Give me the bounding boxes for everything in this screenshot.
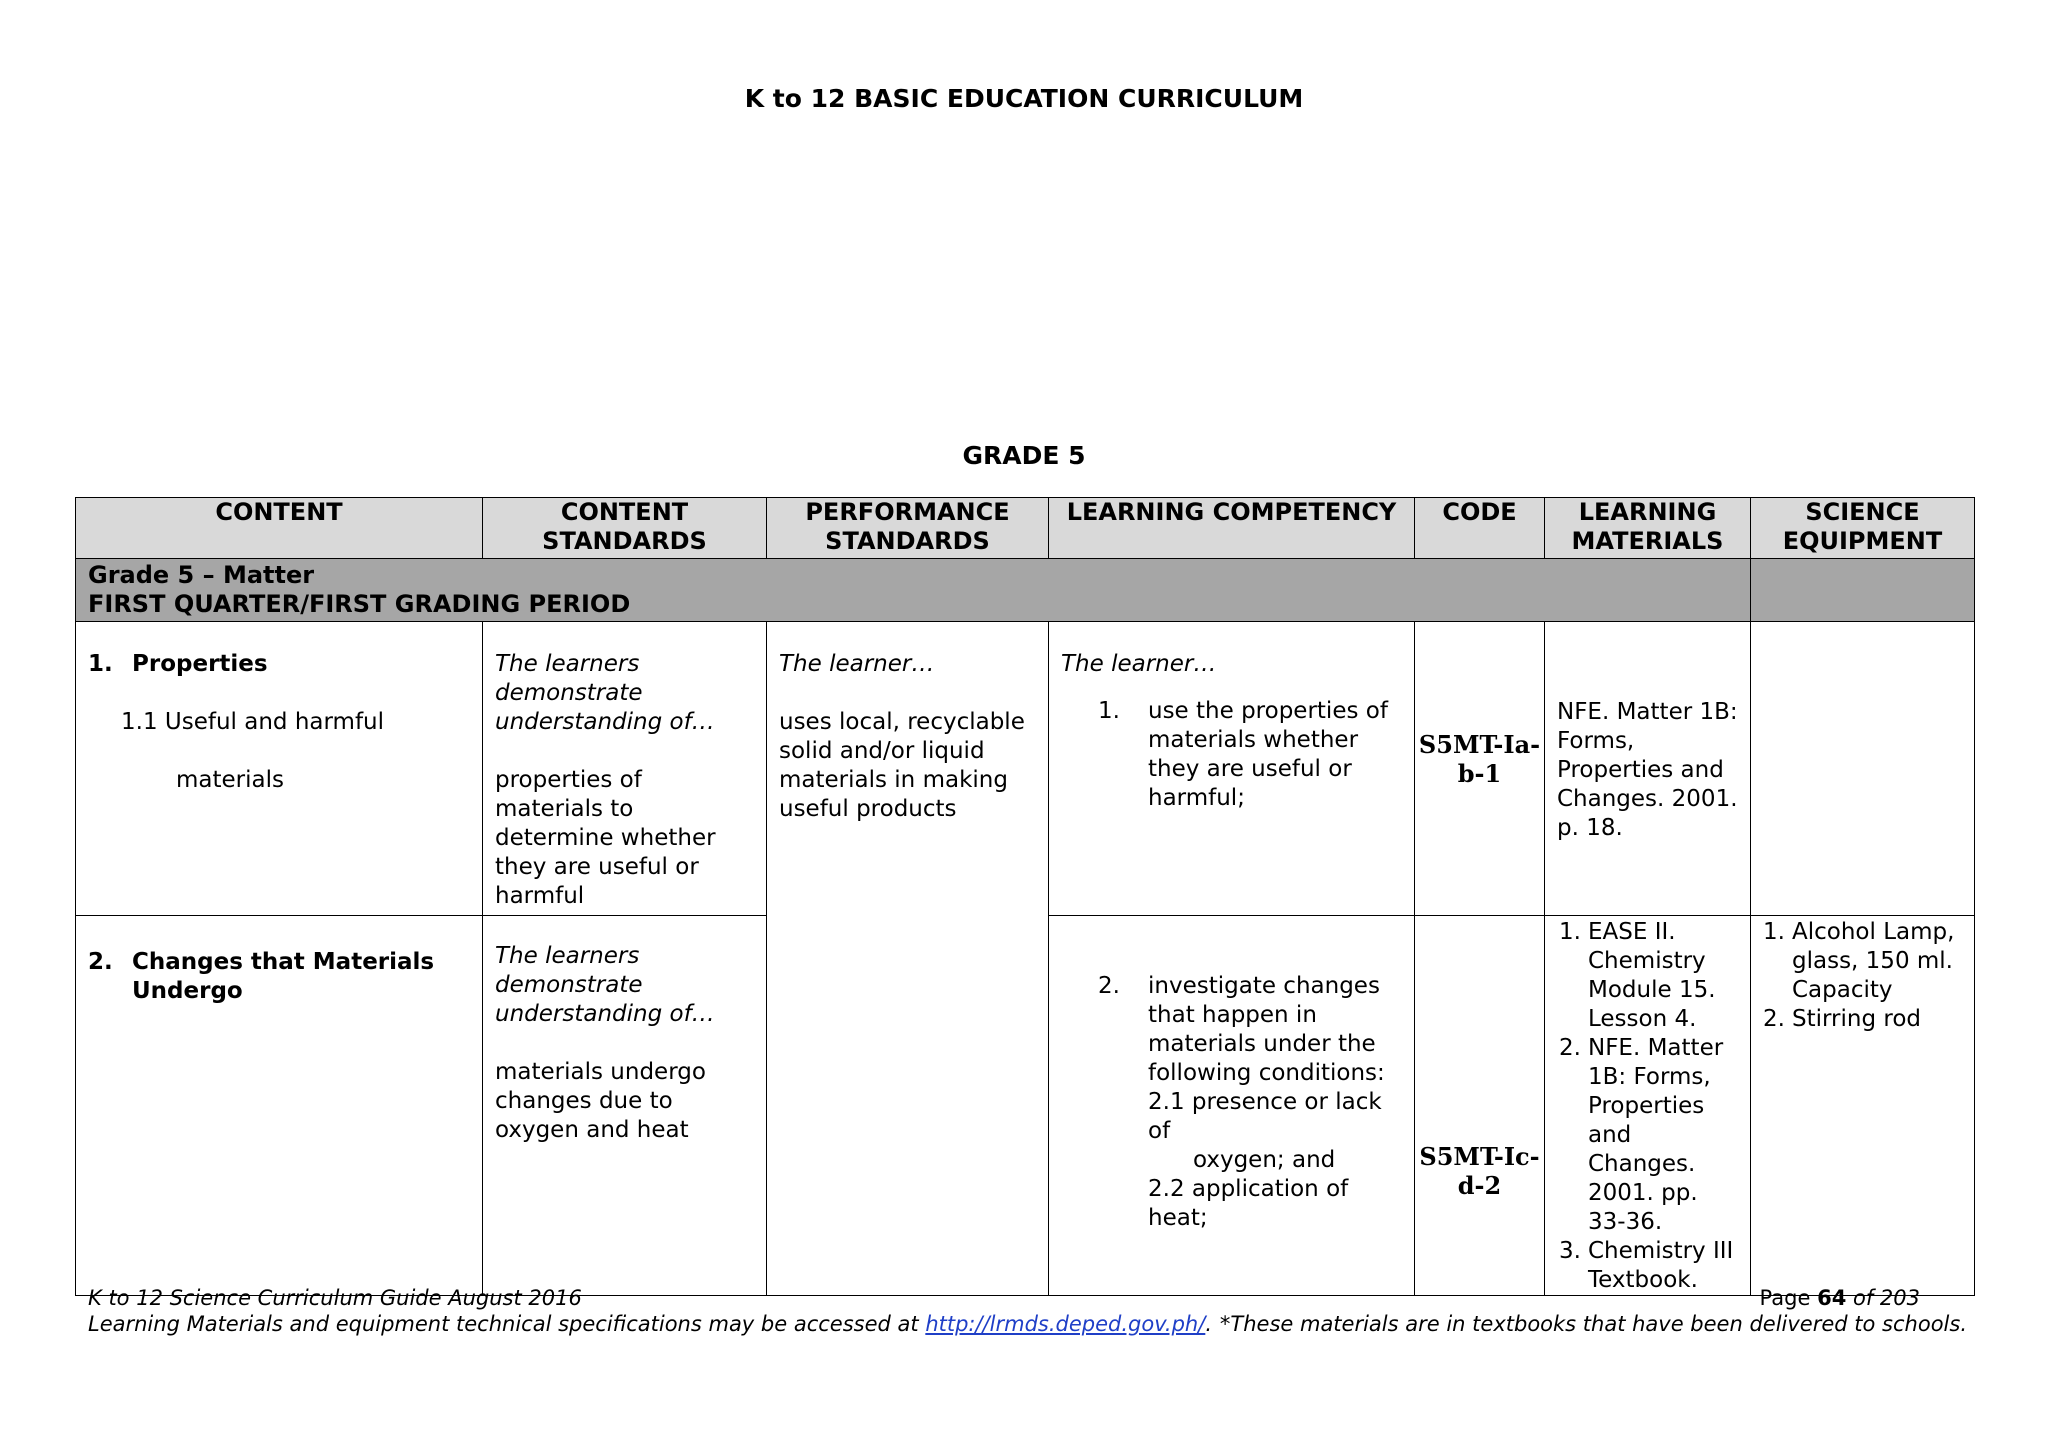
grade-row xyxy=(76,559,1975,622)
content-standards-cell xyxy=(483,622,767,916)
cs-intro: The learners demonstrate understanding of… xyxy=(495,651,715,735)
ps-text: uses local, recyclable solid and/or liquid materials in making useful products xyxy=(779,709,1025,822)
code-cell xyxy=(1415,916,1545,1296)
science-equipment-cell xyxy=(1751,622,1975,916)
lc-number: 2. xyxy=(1098,973,1120,999)
lm-text: NFE. Matter 1B: Forms, Properties and Changes. 2001. p. 18. xyxy=(1557,699,1738,841)
subtopic: 1.1 Useful and harmful xyxy=(121,709,385,735)
grade-row-line1: Grade 5 – Matter xyxy=(88,561,315,589)
cs-text: materials undergo changes due to oxygen and heat xyxy=(495,1059,706,1143)
grade-row-line2: FIRST QUARTER/FIRST GRADING PERIOD xyxy=(88,590,631,618)
lc-sub2: 2.2 application of heat; xyxy=(1148,1176,1349,1231)
code-cell xyxy=(1415,622,1545,916)
list-item: 2. Stirring rod xyxy=(1763,1006,1922,1032)
topic-title: Changes that Materials Undergo xyxy=(132,949,435,1004)
code-value: S5MT-Ia-b-1 xyxy=(1418,730,1541,788)
cs-intro: The learners demonstrate understanding of… xyxy=(495,943,715,1027)
topic-title: Properties xyxy=(132,651,268,677)
learning-competency-cell xyxy=(1049,916,1415,1296)
lc-sub1: 2.1 presence or lack of xyxy=(1148,1089,1382,1144)
header-learning-competency: LEARNING COMPETENCY xyxy=(1049,498,1415,559)
lm-list xyxy=(1559,918,1738,1295)
guide-title: K to 12 Science Curriculum Guide August 2016 xyxy=(88,1286,582,1310)
grade-row-empty xyxy=(1751,559,1975,622)
topic-number: 1. xyxy=(88,651,113,677)
content-cell xyxy=(76,622,483,916)
access-text: Learning Materials and equipment technical specifications may be accessed at xyxy=(88,1312,919,1336)
header-learning-materials: LEARNING MATERIALS xyxy=(1545,498,1751,559)
list-item: 3. Chemistry III Textbook. xyxy=(1559,1238,1734,1293)
code-value: S5MT-Ic-d-2 xyxy=(1419,1142,1540,1200)
lrmds-link[interactable]: http://lrmds.deped.gov.ph/ xyxy=(925,1312,1206,1336)
list-item: 1. EASE II. Chemistry Module 15. Lesson 4. xyxy=(1559,919,1716,1032)
learning-materials-cell xyxy=(1545,916,1751,1296)
topic-number: 2. xyxy=(88,949,113,975)
list-item: 2. NFE. Matter 1B: Forms, Properties and Changes. 2001. pp. 33-36. xyxy=(1559,1035,1724,1235)
ps-intro: The learner… xyxy=(779,651,935,677)
header-content-standards: CONTENT STANDARDS xyxy=(483,498,767,559)
lc-text: use the properties of materials whether they are useful or harmful; xyxy=(1148,698,1388,811)
lc-text: investigate changes that happen in materials under the following conditions: xyxy=(1148,973,1385,1086)
page-number: Page 64 of 203 xyxy=(1759,1286,1920,1310)
header-content: CONTENT xyxy=(76,498,483,559)
grade-title: GRADE 5 xyxy=(962,441,1086,470)
header-row xyxy=(76,498,1975,559)
lc-sub1-cont: oxygen; and xyxy=(1193,1147,1336,1173)
curriculum-table xyxy=(75,497,1975,1296)
header-science-equipment: SCIENCE EQUIPMENT xyxy=(1751,498,1975,559)
lc-intro: The learner… xyxy=(1061,651,1217,677)
performance-standards-cell xyxy=(767,622,1049,1296)
cs-text: properties of materials to determine whether they are useful or harmful xyxy=(495,767,716,909)
footer-line-2: Learning Materials and equipment technical specifications may be accessed at http://lrmds.deped.gov.ph/. *These materials are in textbooks that have been delivered to schools. xyxy=(88,1312,1967,1336)
table-row xyxy=(76,622,1975,916)
subtopic-cont: materials xyxy=(176,767,284,793)
content-cell xyxy=(76,916,483,1296)
content-standards-cell xyxy=(483,916,767,1296)
header-code: CODE xyxy=(1415,498,1545,559)
footer-note: *These materials are in textbooks that have been delivered to schools. xyxy=(1219,1312,1967,1336)
header-performance-standards: PERFORMANCE STANDARDS xyxy=(767,498,1049,559)
learning-materials-cell xyxy=(1545,622,1751,916)
footer-line-1 xyxy=(88,1285,1960,1311)
science-equipment-cell xyxy=(1751,916,1975,1296)
eq-list xyxy=(1763,918,1962,1034)
grade-row-label xyxy=(76,559,1751,622)
learning-competency-cell xyxy=(1049,622,1415,916)
lc-number: 1. xyxy=(1098,698,1120,724)
document-title: K to 12 BASIC EDUCATION CURRICULUM xyxy=(744,84,1304,113)
list-item: 1. Alcohol Lamp, glass, 150 ml. Capacity xyxy=(1763,919,1955,1003)
